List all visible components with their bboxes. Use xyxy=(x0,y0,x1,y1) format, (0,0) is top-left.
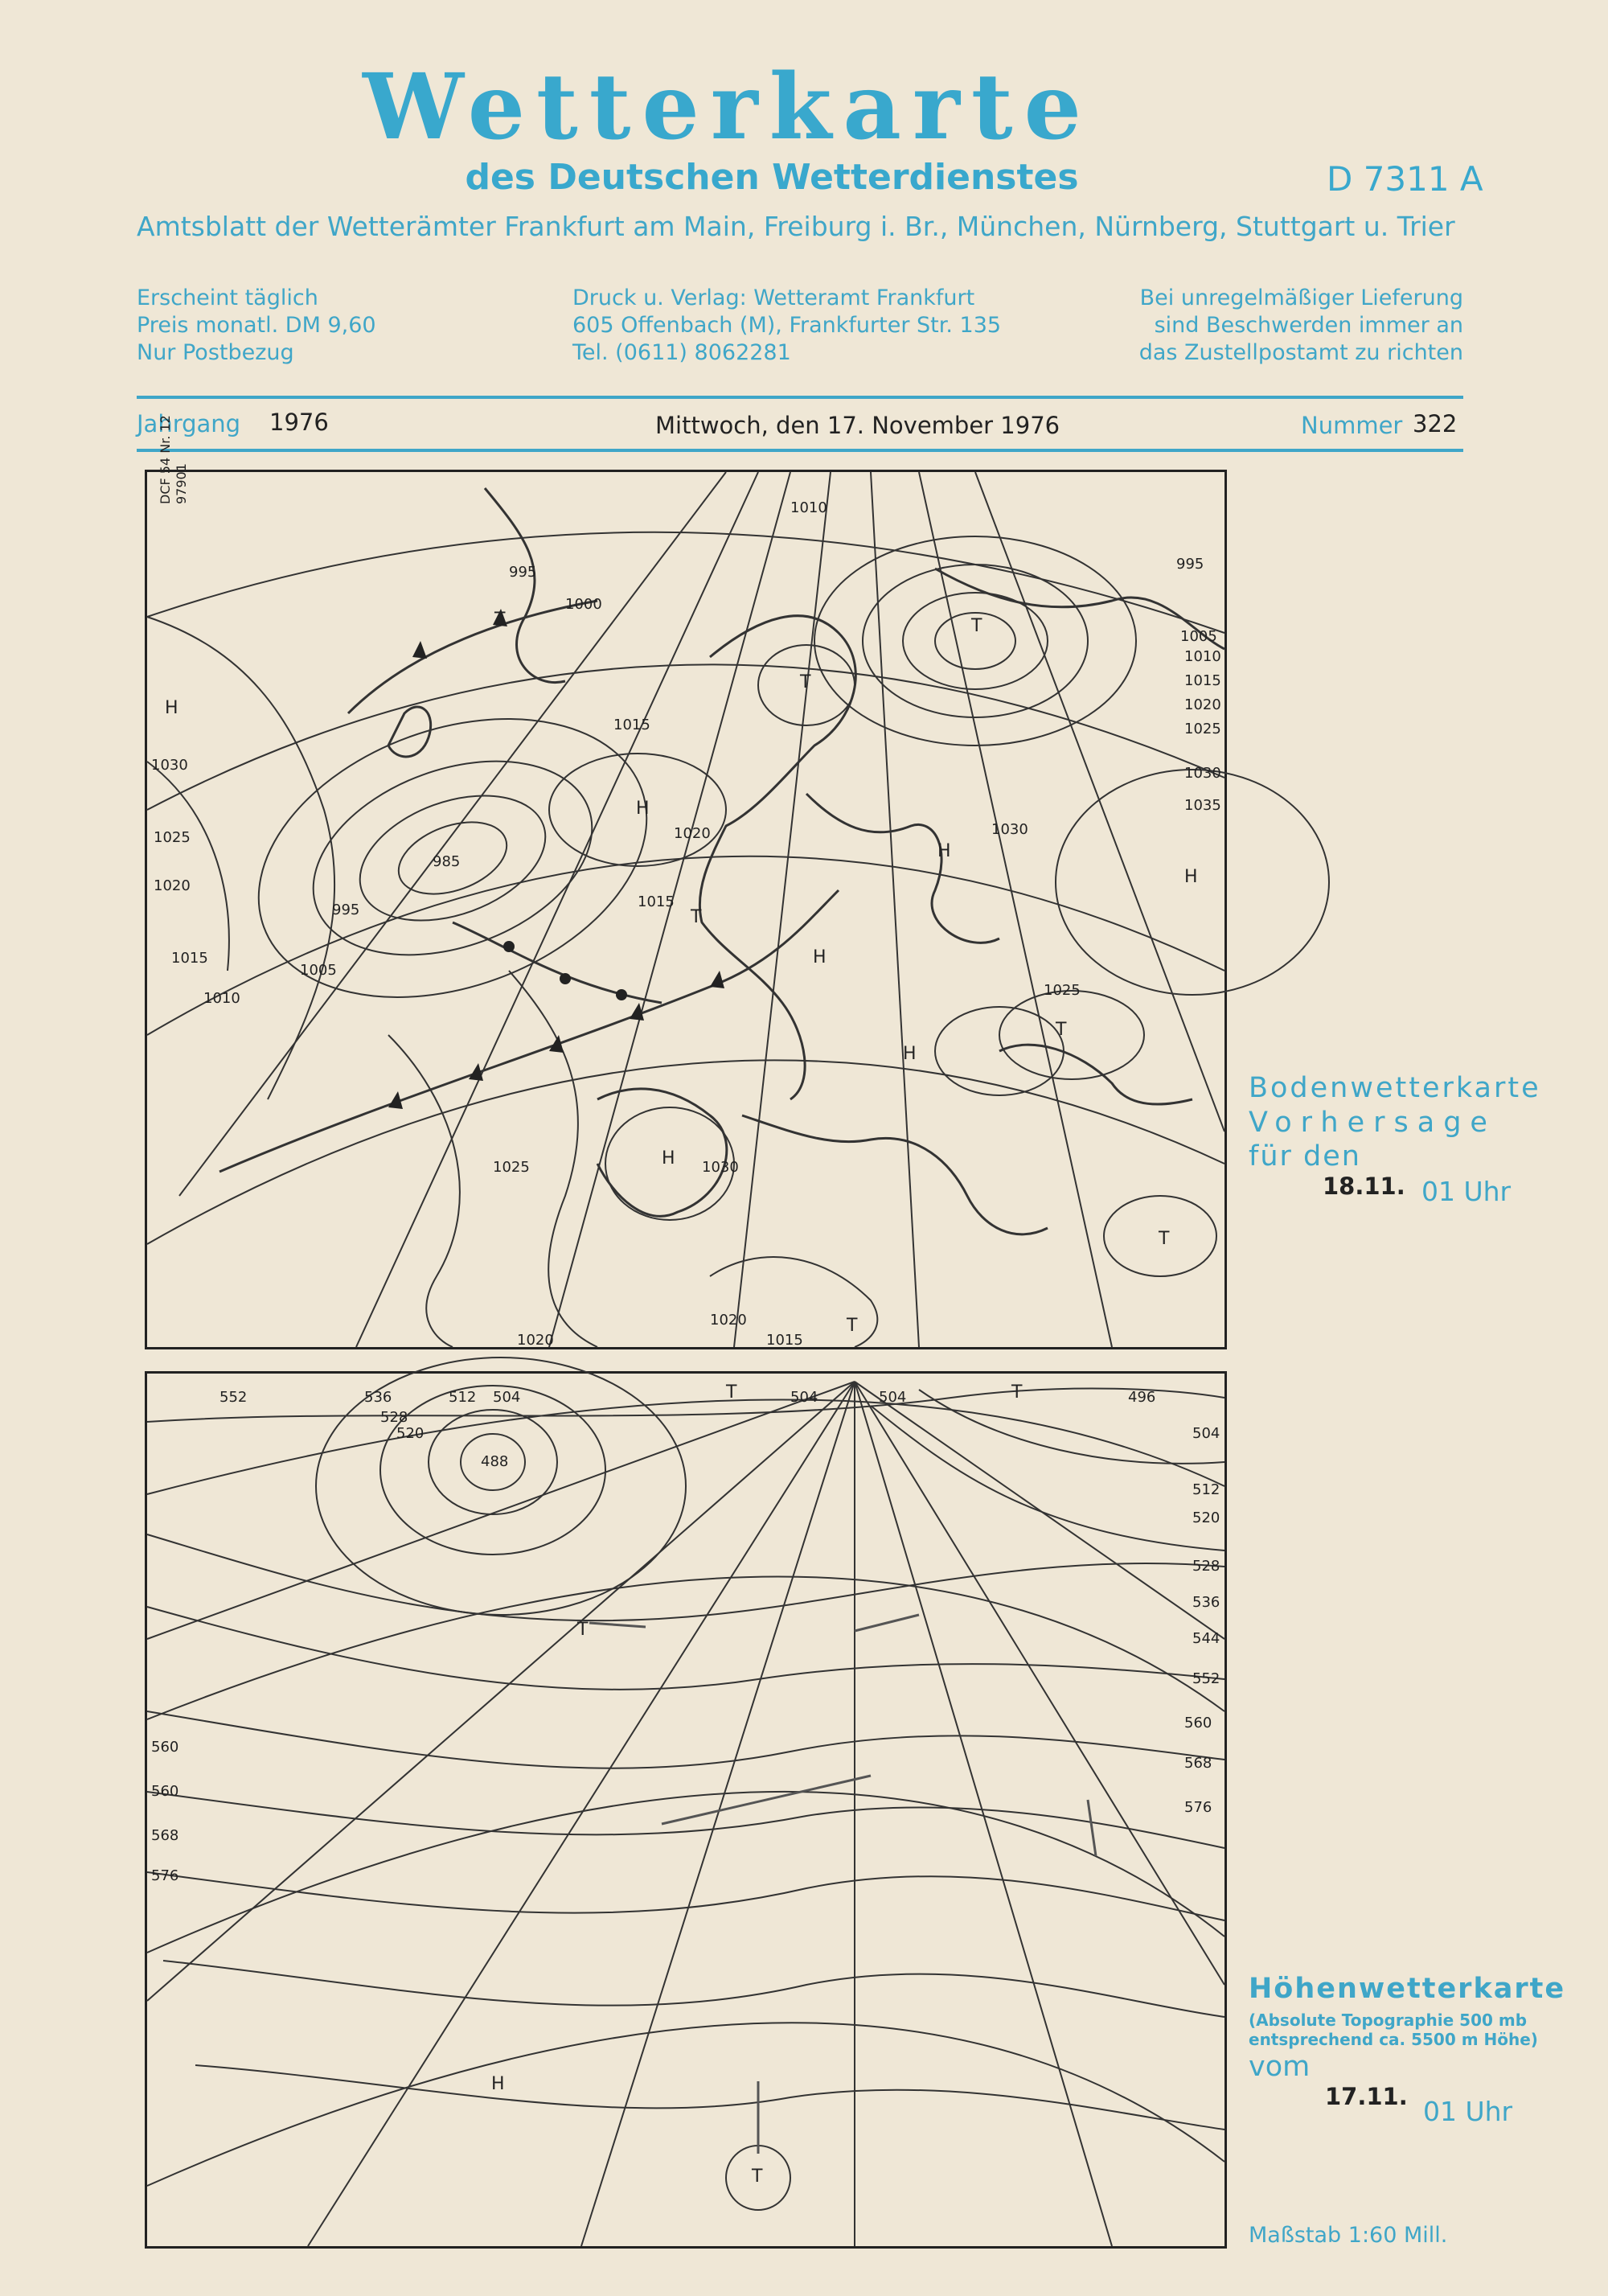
surface-map-date: 18.11. xyxy=(1323,1173,1405,1200)
isobar-label: 1015 xyxy=(1184,672,1221,689)
info-line: Tel. (0611) 8062281 xyxy=(572,340,791,365)
upper-map-caption-note: (Absolute Topographie 500 mb xyxy=(1249,2011,1528,2030)
newspaper-subtitle: des Deutschen Wetterdienstes xyxy=(465,157,1079,198)
info-line: sind Beschwerden immer an xyxy=(1154,313,1463,338)
pressure-center-low: T xyxy=(971,616,982,636)
pressure-center-high: H xyxy=(937,841,951,861)
isobar-label: 1010 xyxy=(1184,648,1221,665)
divider xyxy=(137,449,1463,452)
isobar-label: 1020 xyxy=(710,1312,747,1329)
contour-label: 560 xyxy=(151,1739,179,1756)
contour-label: 576 xyxy=(151,1867,179,1884)
surface-map-time: 01 Uhr xyxy=(1421,1176,1512,1207)
contour-label: 536 xyxy=(1192,1594,1220,1611)
isobar-label: 1030 xyxy=(991,821,1028,838)
contour-label: 504 xyxy=(879,1389,907,1406)
isobar-label: 1005 xyxy=(300,962,337,979)
pressure-center-high: H xyxy=(903,1044,917,1064)
pressure-center-low: T xyxy=(1011,1382,1023,1403)
isobar-label: 985 xyxy=(433,853,461,870)
front-semicircle xyxy=(503,941,515,952)
height-contour xyxy=(147,1792,1224,1848)
contour-label: 560 xyxy=(151,1783,179,1800)
isobar-label: 1020 xyxy=(517,1332,554,1349)
pressure-center-low: T xyxy=(726,1382,737,1403)
isobar-label: 1015 xyxy=(766,1332,803,1349)
upper-map-caption-note: entsprechend ca. 5500 m Höhe) xyxy=(1249,2030,1538,2049)
coastline xyxy=(485,488,565,683)
isobar xyxy=(903,593,1048,689)
surface-map-caption-sub: Vorhersage xyxy=(1249,1107,1496,1139)
height-contour xyxy=(871,1406,1224,1551)
wind-arrow xyxy=(662,1776,871,1824)
isobar-label: 1020 xyxy=(674,825,711,842)
isobar-label: 1025 xyxy=(1044,982,1081,999)
parallel-line xyxy=(147,1792,1224,1953)
upper-air-map xyxy=(145,1371,1227,2249)
contour-label: 568 xyxy=(1184,1755,1212,1772)
pressure-center-low: T xyxy=(577,1620,589,1640)
subscription-info xyxy=(137,285,376,367)
pressure-center-low: T xyxy=(800,672,811,692)
newspaper-title: Wetterkarte xyxy=(363,55,1093,160)
divider xyxy=(137,396,1463,399)
surface-map-caption-for: für den xyxy=(1249,1140,1361,1173)
wind-arrow xyxy=(589,1623,646,1627)
isobar-label: 1015 xyxy=(638,893,675,910)
contour-label: 528 xyxy=(380,1409,408,1426)
isobar-label: 1020 xyxy=(154,877,191,894)
pressure-center-low: T xyxy=(847,1316,858,1336)
height-contour xyxy=(163,1961,1224,2017)
pressure-center-high: H xyxy=(1184,867,1198,887)
number-value: 322 xyxy=(1413,410,1458,437)
info-line: Druck u. Verlag: Wetteramt Frankfurt xyxy=(572,285,975,310)
isobar-label: 995 xyxy=(509,564,537,581)
upper-map-time: 01 Uhr xyxy=(1423,2096,1513,2127)
info-line: 605 Offenbach (M), Frankfurter Str. 135 xyxy=(572,313,1002,338)
isobar-label: 1035 xyxy=(1184,797,1221,814)
upper-map-drawing xyxy=(147,1374,1224,2246)
isobar-label: 1010 xyxy=(790,499,827,516)
pressure-center-high: H xyxy=(662,1148,675,1169)
meridian-line xyxy=(919,472,1112,1347)
pressure-center-low: T xyxy=(691,907,702,927)
parallel-line xyxy=(147,2023,1224,2186)
contour-label: 552 xyxy=(219,1389,248,1406)
isobar-label: 1010 xyxy=(203,990,240,1007)
contour-label: 504 xyxy=(1192,1425,1220,1442)
contour-label: 576 xyxy=(1184,1799,1212,1816)
wind-arrow xyxy=(1088,1800,1096,1856)
contour-label: 560 xyxy=(1184,1715,1212,1731)
isobar-label: 1015 xyxy=(171,950,208,967)
station-stamp: 97901 xyxy=(174,463,189,504)
pressure-center-high: H xyxy=(165,698,178,718)
info-line: das Zustellpostamt zu richten xyxy=(1138,340,1463,365)
contour-label: 528 xyxy=(1192,1558,1220,1575)
meridian-line xyxy=(581,1382,855,2246)
height-contour xyxy=(919,1390,1224,1464)
warm-front xyxy=(453,922,662,1003)
isobar-label: 1025 xyxy=(154,829,191,846)
pressure-center-low: T xyxy=(752,2167,763,2187)
number-label: Nummer xyxy=(1301,412,1403,439)
isobar-label: 995 xyxy=(1176,556,1204,573)
coastline xyxy=(742,1115,1048,1234)
front xyxy=(348,601,597,713)
wind-arrow xyxy=(855,1615,919,1631)
pressure-center-high: H xyxy=(813,947,827,967)
meridian-line xyxy=(147,1382,855,1639)
meridian-line xyxy=(855,1382,1224,1985)
isobar-label: 1020 xyxy=(1184,696,1221,713)
isobar-label: 1015 xyxy=(613,717,650,733)
contour-label: 568 xyxy=(151,1827,179,1844)
parallel-line xyxy=(147,1060,1224,1244)
meridian-line xyxy=(308,1382,855,2246)
isobar-label: 1025 xyxy=(493,1159,530,1176)
contour-label: 536 xyxy=(364,1389,392,1406)
map-scale: Maßstab 1:60 Mill. xyxy=(1249,2223,1448,2248)
cold-front xyxy=(219,890,839,1172)
meridian-line xyxy=(734,472,831,1347)
parallel-line xyxy=(147,532,1224,633)
height-contour xyxy=(147,1388,1224,1422)
contour-label: 520 xyxy=(396,1425,425,1442)
isobar-label: 1000 xyxy=(565,596,602,613)
pressure-center-low: T xyxy=(1159,1229,1170,1249)
height-contour xyxy=(147,1534,1224,1620)
meridian-line xyxy=(179,472,726,1196)
front-semicircle xyxy=(616,989,627,1000)
front-semicircle xyxy=(560,973,571,984)
info-line: Preis monatl. DM 9,60 xyxy=(137,313,376,338)
isobar-label: 1030 xyxy=(151,757,188,774)
front-triangle xyxy=(710,971,724,988)
info-line: Bei unregelmäßiger Lieferung xyxy=(1139,285,1463,310)
contour-label: 512 xyxy=(449,1389,477,1406)
official-gazette-line: Amtsblatt der Wetterämter Frankfurt am Main, Freiburg i. Br., München, Nürnberg, Stuttgart u. Trier xyxy=(137,211,1455,242)
isobar-label: 1005 xyxy=(1180,628,1217,645)
surface-map-caption-title: Bodenwetterkarte xyxy=(1249,1072,1541,1104)
info-line: Erscheint täglich xyxy=(137,285,318,310)
pressure-center-high: H xyxy=(491,2074,505,2094)
upper-map-caption-from: vom xyxy=(1249,2051,1311,2083)
contour-label: 504 xyxy=(790,1389,818,1406)
contour-label: 504 xyxy=(493,1389,521,1406)
delivery-info xyxy=(1126,285,1463,367)
contour-label: 544 xyxy=(1192,1630,1220,1647)
contour-label: 496 xyxy=(1128,1389,1156,1406)
pressure-center-low: T xyxy=(494,610,506,630)
isobar xyxy=(999,991,1144,1079)
contour-label: 520 xyxy=(1192,1509,1220,1526)
meridian-line xyxy=(855,1382,1112,2246)
parallel-line xyxy=(147,664,1224,810)
publisher-info xyxy=(572,285,1001,367)
contour-label: 552 xyxy=(1192,1670,1220,1687)
isobar-label: 995 xyxy=(332,902,360,918)
year-label: Jahrgang xyxy=(137,410,241,437)
isobar-label: 1025 xyxy=(1184,721,1221,737)
upper-map-date: 17.11. xyxy=(1325,2083,1408,2110)
upper-map-caption-title: Höhenwetterkarte xyxy=(1249,1973,1566,2005)
issue-date: Mittwoch, den 17. November 1976 xyxy=(655,412,1060,439)
station-stamp: DCF 54 Nr. 12 xyxy=(158,415,173,504)
coastline xyxy=(999,1045,1192,1104)
height-contour xyxy=(380,1386,605,1555)
info-line: Nur Postbezug xyxy=(137,340,294,365)
height-contour xyxy=(195,2065,1224,2130)
front-triangle xyxy=(412,641,427,659)
isobar-label: 1030 xyxy=(1184,765,1221,782)
contour-label: 488 xyxy=(481,1453,509,1470)
pressure-center-low: T xyxy=(1056,1020,1067,1040)
isobar-label: 1030 xyxy=(702,1159,739,1176)
issue-code: D 7311 A xyxy=(1327,159,1483,199)
pressure-center-high: H xyxy=(636,799,650,819)
year-value: 1976 xyxy=(269,409,329,436)
contour-label: 512 xyxy=(1192,1481,1220,1498)
isobar xyxy=(147,762,229,971)
